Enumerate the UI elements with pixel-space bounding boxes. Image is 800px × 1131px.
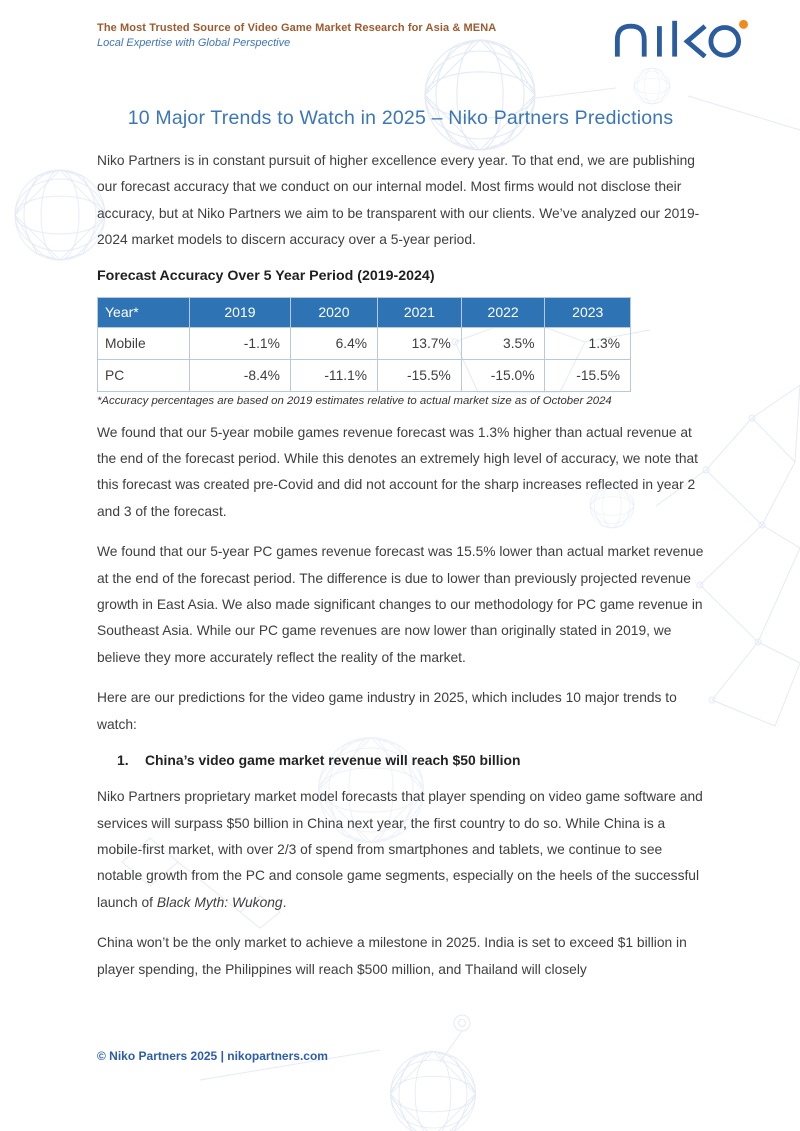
table-header-2021: 2021 [378,297,462,327]
mobile-2023: 1.3% [545,327,631,359]
table-heading: Forecast Accuracy Over 5 Year Period (2019-2024) [97,267,435,284]
table-row-mobile [98,327,631,359]
game-title-italic: Black Myth: Wukong [156,894,283,910]
niko-logo [612,14,748,58]
forecast-accuracy-table [97,297,631,392]
tagline-primary: The Most Trusted Source of Video Game Market Research for Asia & MENA [97,22,497,34]
pc-2020: -11.1% [290,359,377,391]
page-title: 10 Major Trends to Watch in 2025 – Niko Partners Predictions [127,107,674,129]
logo-orange-dot-icon [739,20,748,29]
trend-item-1-text: China’s video game market revenue will reach $50 billion [145,752,521,769]
mobile-2020: 6.4% [290,327,377,359]
paragraph-milestones: China won’t be the only market to achieve a milestone in 2025. India is set to exceed $1 billion in player spending, the Philippines will reach $500 million, and Thailand will closely [97,935,687,977]
pc-2022: -15.0% [461,359,545,391]
pc-2019: -8.4% [190,359,291,391]
paragraph-intro: Niko Partners is in constant pursuit of higher excellence every year. To that end, we are publishing our forecast accuracy that we conduct on our internal model. Most firms would not disclose their accuracy, but at Niko Partners we aim to be transparent with our clients. We’ve analyzed our 2019-2024 market models to discern accuracy over a 5-year period. [97,153,700,248]
paragraph-china-market [97,784,704,916]
table-header-2022: 2022 [461,297,545,327]
paragraph-pc-accuracy: We found that our 5-year PC games revenue forecast was 15.5% lower than actual market revenue at the end of the forecast period. The difference is due to lower than previously projected revenue growth in East Asia. We also made significant changes to our methodology for PC game revenue in Southeast Asia. While our PC game revenues are now lower than originally stated in 2019, we believe they more accurately reflect the reality of the market. [97,544,704,665]
mobile-2022: 3.5% [461,327,545,359]
table-row-pc [98,359,631,391]
paragraph-predictions-intro: Here are our predictions for the video game industry in 2025, which includes 10 major trends to watch: [97,690,677,732]
table-header-row [98,297,631,327]
china-market-text: Niko Partners proprietary market model forecasts that player spending on video game software and services will surpass $50 billion in China next year, the first country to do so. While China is a mobile-first market, with over 2/3 of spend from smartphones and tablets, we continue to see notable growth from the PC and console game segments, especially on the heels of the successful launch of [97,789,703,910]
pc-2023: -15.5% [545,359,631,391]
table-header-year: Year* [98,297,190,327]
niko-logo-letters [617,21,738,57]
paragraph-mobile-accuracy: We found that our 5-year mobile games revenue forecast was 1.3% higher than actual revenue at the end of the forecast period. While this denotes an extremely high level of accuracy, we note that this forecast was created pre-Covid and did not account for the sharp increases reflected in year 2 and 3 of the forecast. [97,424,699,519]
table-header-2019: 2019 [190,297,291,327]
mobile-2021: 13.7% [378,327,462,359]
table-footnote: *Accuracy percentages are based on 2019 estimates relative to actual market size as of October 2024 [97,394,612,407]
table-header-2020: 2020 [290,297,377,327]
mobile-2019: -1.1% [190,327,291,359]
article-body [97,107,704,997]
table-header-2023: 2023 [545,297,631,327]
trend-item-1-number: 1. [117,752,129,769]
china-market-period: . [282,894,287,910]
trend-item-1 [97,752,704,768]
footer-text: © Niko Partners 2025 | nikopartners.com [97,1049,328,1063]
row-label-mobile: Mobile [98,327,190,359]
page-footer [97,1049,328,1063]
tagline-secondary: Local Expertise with Global Perspective [97,37,291,49]
row-label-pc: PC [98,359,190,391]
pc-2021: -15.5% [378,359,462,391]
